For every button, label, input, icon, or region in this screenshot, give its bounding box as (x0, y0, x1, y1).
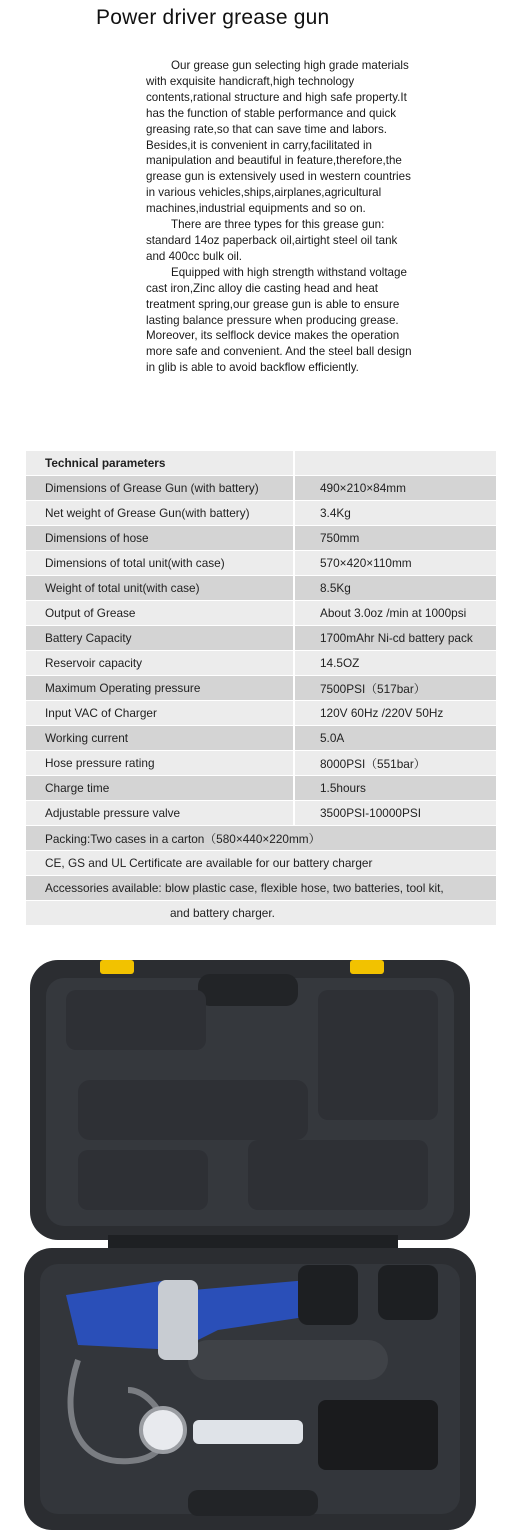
table-row (26, 801, 496, 826)
param-label: Weight of total unit(with case) (26, 576, 294, 601)
param-label: Reservoir capacity (26, 651, 294, 676)
pressure-gauge (141, 1408, 185, 1452)
param-value: 3.4Kg (294, 501, 496, 526)
param-label: Hose pressure rating (26, 751, 294, 776)
charger (318, 1400, 438, 1470)
accessories-row-continued (26, 901, 496, 926)
table-row (26, 651, 496, 676)
description-paragraph: Our grease gun selecting high grade materials with exquisite handicraft,high technology contents,rational structure and high safe property.It has the function of stable performance and quick greasing rate,so that can save time and labors. Besides,it is convenient in carry,facilitated in manipulation and beautiful in feature,therefore,the grease gun is extensively used in western countries in various vehicles,ships,airplanes,agricultural machines,industrial equipments and so on. (146, 59, 411, 216)
table-row (26, 576, 496, 601)
param-value: 8000PSI（551bar） (294, 751, 496, 776)
param-value: 8.5Kg (294, 576, 496, 601)
table-row (26, 626, 496, 651)
certificate-row (26, 851, 496, 876)
param-value: About 3.0oz /min at 1000psi (294, 601, 496, 626)
param-label: Maximum Operating pressure (26, 676, 294, 701)
grease-barrel (188, 1340, 388, 1380)
param-value: 14.5OZ (294, 651, 496, 676)
accessories-text: Accessories available: blow plastic case, flexible hose, two batteries, tool kit, (26, 876, 496, 901)
page-title: Power driver grease gun (96, 6, 330, 29)
table-row (26, 751, 496, 776)
accessories-text-continued: and battery charger. (26, 901, 496, 926)
table-row (26, 776, 496, 801)
param-label: Adjustable pressure valve (26, 801, 294, 826)
technical-parameters-table (26, 451, 496, 926)
table-row (26, 601, 496, 626)
packing-text: Packing:Two cases in a carton（580×440×220mm） (26, 826, 496, 851)
latch-right (350, 960, 384, 974)
param-value: 1700mAhr Ni-cd battery pack (294, 626, 496, 651)
grease-tube (193, 1420, 303, 1444)
param-label: Input VAC of Charger (26, 701, 294, 726)
param-label: Charge time (26, 776, 294, 801)
param-label: Output of Grease (26, 601, 294, 626)
product-photo (18, 950, 482, 1535)
table-row (26, 676, 496, 701)
param-value: 5.0A (294, 726, 496, 751)
param-value: 1.5hours (294, 776, 496, 801)
param-label: Dimensions of hose (26, 526, 294, 551)
table-header: Technical parameters (26, 451, 294, 476)
accessories-row (26, 876, 496, 901)
param-value: 3500PSI-10000PSI (294, 801, 496, 826)
description-paragraph: Equipped with high strength withstand voltage cast iron,Zinc alloy die casting head and heat treatment spring,our grease gun is able to ensure lasting balance pressure when producing grease. Moreover, its selflock device makes the operation more safe and convenient. And the steel ball design in glib is able to avoid backflow efficiently. (146, 265, 412, 375)
certificate-text: CE, GS and UL Certificate are available for our battery charger (26, 851, 496, 876)
table-row (26, 501, 496, 526)
description-paragraph: There are three types for this grease gun: standard 14oz paperback oil,airtight steel oil tank and 400cc bulk oil. (146, 218, 398, 263)
param-label: Battery Capacity (26, 626, 294, 651)
packing-row (26, 826, 496, 851)
param-value: 490×210×84mm (294, 476, 496, 501)
table-row (26, 551, 496, 576)
param-value: 7500PSI（517bar） (294, 676, 496, 701)
param-value: 570×420×110mm (294, 551, 496, 576)
param-value: 120V 60Hz /220V 50Hz (294, 701, 496, 726)
battery (298, 1265, 358, 1325)
table-row (26, 701, 496, 726)
param-value: 750mm (294, 526, 496, 551)
product-description (146, 58, 418, 376)
param-label: Dimensions of Grease Gun (with battery) (26, 476, 294, 501)
table-header-row (26, 451, 496, 476)
table-row (26, 726, 496, 751)
spare-battery (378, 1265, 438, 1320)
latch-left (100, 960, 134, 974)
table-row (26, 476, 496, 501)
param-label: Net weight of Grease Gun(with battery) (26, 501, 294, 526)
param-label: Dimensions of total unit(with case) (26, 551, 294, 576)
param-label: Working current (26, 726, 294, 751)
table-row (26, 526, 496, 551)
